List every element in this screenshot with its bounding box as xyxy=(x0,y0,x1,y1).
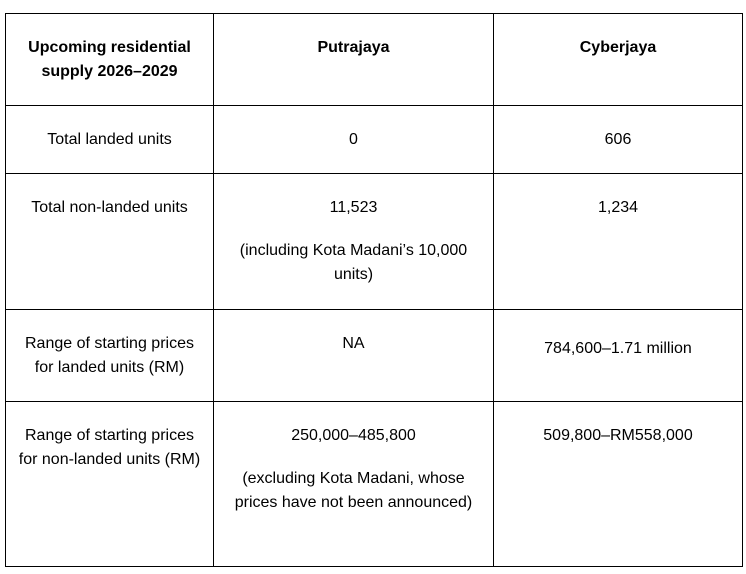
putrajaya-value: 0 xyxy=(214,106,494,174)
header-cyberjaya: Cyberjaya xyxy=(494,14,743,106)
table-row xyxy=(6,310,743,402)
row-label: Range of starting prices for non-landed units (RM) xyxy=(6,402,214,567)
table-row xyxy=(6,402,743,567)
putrajaya-cell xyxy=(214,402,494,567)
residential-supply-table xyxy=(5,13,743,567)
cyberjaya-value: 509,800–RM558,000 xyxy=(494,402,743,567)
table-row xyxy=(6,106,743,174)
putrajaya-note: (including Kota Madani’s 10,000 units) xyxy=(239,242,468,283)
cyberjaya-value: 606 xyxy=(494,106,743,174)
putrajaya-value: NA xyxy=(214,310,494,402)
row-label: Total landed units xyxy=(6,106,214,174)
header-row xyxy=(6,14,743,106)
putrajaya-value: 11,523 xyxy=(329,199,378,216)
cyberjaya-value: 1,234 xyxy=(494,174,743,310)
row-label: Range of starting prices for landed units (RM) xyxy=(6,310,214,402)
table-row xyxy=(6,174,743,310)
row-label: Total non-landed units xyxy=(6,174,214,310)
cyberjaya-value: 784,600–1.71 million xyxy=(494,310,743,402)
header-putrajaya: Putrajaya xyxy=(214,14,494,106)
header-category: Upcoming residential supply 2026–2029 xyxy=(6,14,214,106)
putrajaya-note: (excluding Kota Madani, whose prices have not been announced) xyxy=(234,470,473,511)
putrajaya-value: 250,000–485,800 xyxy=(291,427,416,444)
putrajaya-cell xyxy=(214,174,494,310)
